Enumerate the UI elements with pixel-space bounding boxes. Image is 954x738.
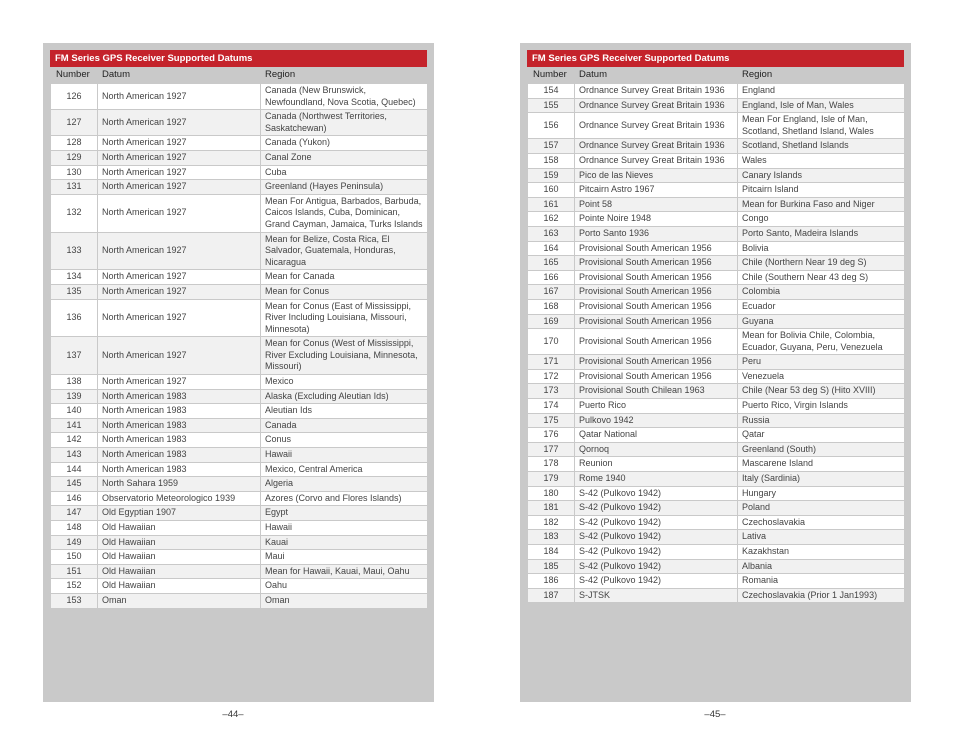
datum-number-cell: 169 (528, 314, 575, 329)
datum-table (50, 83, 428, 609)
datum-number-cell: 140 (51, 404, 98, 419)
datum-number-cell: 163 (528, 226, 575, 241)
datum-number-cell: 161 (528, 197, 575, 212)
region-cell: Oahu (261, 579, 428, 594)
region-cell: Russia (738, 413, 905, 428)
table-row (51, 535, 428, 550)
table-row (51, 389, 428, 404)
table-row (51, 194, 428, 232)
datum-number-cell: 127 (51, 110, 98, 136)
table-row (528, 270, 905, 285)
right-page-table-panel (520, 43, 911, 702)
datum-number-cell: 139 (51, 389, 98, 404)
datum-name-cell: S-42 (Pulkovo 1942) (575, 559, 738, 574)
table-row (528, 355, 905, 370)
region-cell: Qatar (738, 428, 905, 443)
table-row (51, 462, 428, 477)
table-row (528, 197, 905, 212)
header-datum: Datum (579, 69, 607, 80)
datum-name-cell: North American 1927 (98, 270, 261, 285)
table-row (528, 314, 905, 329)
table-header (527, 67, 904, 82)
table-row (51, 337, 428, 375)
datum-name-cell: Old Hawaiian (98, 535, 261, 550)
datum-name-cell: Provisional South American 1956 (575, 329, 738, 355)
datum-name-cell: Ordnance Survey Great Britain 1936 (575, 153, 738, 168)
datum-number-cell: 168 (528, 299, 575, 314)
datum-number-cell: 155 (528, 98, 575, 113)
datum-name-cell: Pico de las Nieves (575, 168, 738, 183)
datum-name-cell: Ordnance Survey Great Britain 1936 (575, 98, 738, 113)
table-row (51, 433, 428, 448)
table-row (51, 150, 428, 165)
region-cell: Mean for Conus (West of Mississippi, River Excluding Louisiana, Minnesota, Missouri) (261, 337, 428, 375)
table-row (51, 270, 428, 285)
region-cell: Greenland (Hayes Peninsula) (261, 180, 428, 195)
datum-number-cell: 175 (528, 413, 575, 428)
region-cell: Mean For England, Isle of Man, Scotland, Shetland Island, Wales (738, 113, 905, 139)
table-row (528, 183, 905, 198)
datum-number-cell: 146 (51, 491, 98, 506)
datum-number-cell: 143 (51, 448, 98, 463)
datum-number-cell: 134 (51, 270, 98, 285)
table-row (528, 329, 905, 355)
header-number: Number (56, 69, 90, 80)
datum-number-cell: 145 (51, 477, 98, 492)
datum-name-cell: Provisional South American 1956 (575, 241, 738, 256)
table-row (51, 550, 428, 565)
region-cell: Congo (738, 212, 905, 227)
datum-name-cell: North American 1927 (98, 232, 261, 270)
datum-name-cell: Old Egyptian 1907 (98, 506, 261, 521)
datum-name-cell: North American 1927 (98, 84, 261, 110)
datum-number-cell: 171 (528, 355, 575, 370)
table-row (528, 98, 905, 113)
region-cell: Peru (738, 355, 905, 370)
region-cell: Colombia (738, 285, 905, 300)
datum-number-cell: 159 (528, 168, 575, 183)
region-cell: Porto Santo, Madeira Islands (738, 226, 905, 241)
table-row (528, 545, 905, 560)
region-cell: Canada (New Brunswick, Newfoundland, Nova Scotia, Quebec) (261, 84, 428, 110)
datum-name-cell: Old Hawaiian (98, 521, 261, 536)
datum-name-cell: Old Hawaiian (98, 564, 261, 579)
datum-name-cell: Provisional South Chilean 1963 (575, 384, 738, 399)
table-row (51, 375, 428, 390)
datum-name-cell: Pulkovo 1942 (575, 413, 738, 428)
datum-number-cell: 162 (528, 212, 575, 227)
datum-name-cell: S-JTSK (575, 588, 738, 603)
datum-name-cell: North American 1927 (98, 375, 261, 390)
table-row (528, 212, 905, 227)
datum-number-cell: 179 (528, 472, 575, 487)
table-row (51, 404, 428, 419)
datum-number-cell: 158 (528, 153, 575, 168)
datum-number-cell: 132 (51, 194, 98, 232)
datum-number-cell: 174 (528, 399, 575, 414)
region-cell: Mean for Belize, Costa Rica, El Salvador, Guatemala, Honduras, Nicaragua (261, 232, 428, 270)
datum-name-cell: Old Hawaiian (98, 579, 261, 594)
table-row (51, 506, 428, 521)
datum-name-cell: North Sahara 1959 (98, 477, 261, 492)
datum-number-cell: 150 (51, 550, 98, 565)
datum-number-cell: 138 (51, 375, 98, 390)
page-number: –44– (222, 709, 244, 720)
datum-number-cell: 141 (51, 418, 98, 433)
region-cell: Mean for Burkina Faso and Niger (738, 197, 905, 212)
datum-name-cell: North American 1927 (98, 136, 261, 151)
table-row (528, 226, 905, 241)
table-row (528, 153, 905, 168)
datum-name-cell: Old Hawaiian (98, 550, 261, 565)
datum-number-cell: 147 (51, 506, 98, 521)
region-cell: Chile (Southern Near 43 deg S) (738, 270, 905, 285)
datum-number-cell: 160 (528, 183, 575, 198)
datum-name-cell: North American 1983 (98, 418, 261, 433)
datum-number-cell: 151 (51, 564, 98, 579)
table-row (528, 457, 905, 472)
datum-number-cell: 165 (528, 256, 575, 271)
region-cell: Scotland, Shetland Islands (738, 139, 905, 154)
datum-number-cell: 149 (51, 535, 98, 550)
table-row (528, 139, 905, 154)
datum-name-cell: North American 1983 (98, 448, 261, 463)
table-header (50, 67, 427, 82)
region-cell: Lativa (738, 530, 905, 545)
datum-number-cell: 181 (528, 501, 575, 516)
region-cell: Czechoslavakia (Prior 1 Jan1993) (738, 588, 905, 603)
table-row (51, 448, 428, 463)
header-region: Region (742, 69, 773, 80)
region-cell: Poland (738, 501, 905, 516)
table-title: FM Series GPS Receiver Supported Datums (50, 50, 427, 67)
region-cell: Canada (Yukon) (261, 136, 428, 151)
region-cell: Mexico (261, 375, 428, 390)
region-cell: Mean for Bolivia Chile, Colombia, Ecuador, Guyana, Peru, Venezuela (738, 329, 905, 355)
region-cell: Albania (738, 559, 905, 574)
region-cell: Greenland (South) (738, 442, 905, 457)
region-cell: Canada (Northwest Territories, Saskatchewan) (261, 110, 428, 136)
table-row (528, 256, 905, 271)
datum-name-cell: S-42 (Pulkovo 1942) (575, 574, 738, 589)
region-cell: Canary Islands (738, 168, 905, 183)
table-row (51, 165, 428, 180)
table-row (51, 564, 428, 579)
datum-number-cell: 164 (528, 241, 575, 256)
datum-name-cell: S-42 (Pulkovo 1942) (575, 530, 738, 545)
table-row (528, 442, 905, 457)
datum-name-cell: Provisional South American 1956 (575, 299, 738, 314)
datum-number-cell: 176 (528, 428, 575, 443)
datum-name-cell: Provisional South American 1956 (575, 355, 738, 370)
datum-number-cell: 133 (51, 232, 98, 270)
datum-number-cell: 129 (51, 150, 98, 165)
table-row (51, 418, 428, 433)
region-cell: Romania (738, 574, 905, 589)
datum-name-cell: North American 1927 (98, 284, 261, 299)
datum-number-cell: 183 (528, 530, 575, 545)
datum-name-cell: Provisional South American 1956 (575, 256, 738, 271)
header-datum: Datum (102, 69, 130, 80)
table-row (51, 180, 428, 195)
region-cell: Azores (Corvo and Flores Islands) (261, 491, 428, 506)
datum-number-cell: 186 (528, 574, 575, 589)
region-cell: England, Isle of Man, Wales (738, 98, 905, 113)
region-cell: Mean for Conus (East of Mississippi, River Including Louisiana, Missouri, Minnesota) (261, 299, 428, 337)
datum-number-cell: 131 (51, 180, 98, 195)
table-row (528, 84, 905, 99)
region-cell: Puerto Rico, Virgin Islands (738, 399, 905, 414)
table-title: FM Series GPS Receiver Supported Datums (527, 50, 904, 67)
datum-number-cell: 167 (528, 285, 575, 300)
datum-name-cell: Porto Santo 1936 (575, 226, 738, 241)
datum-number-cell: 166 (528, 270, 575, 285)
datum-name-cell: North American 1927 (98, 150, 261, 165)
region-cell: Egypt (261, 506, 428, 521)
region-cell: Wales (738, 153, 905, 168)
datum-number-cell: 184 (528, 545, 575, 560)
region-cell: Mascarene Island (738, 457, 905, 472)
datum-name-cell: Provisional South American 1956 (575, 369, 738, 384)
datum-number-cell: 130 (51, 165, 98, 180)
table-row (528, 501, 905, 516)
region-cell: Cuba (261, 165, 428, 180)
header-number: Number (533, 69, 567, 80)
datum-name-cell: Qatar National (575, 428, 738, 443)
region-cell: Conus (261, 433, 428, 448)
header-region: Region (265, 69, 296, 80)
table-row (51, 593, 428, 608)
region-cell: Hawaii (261, 521, 428, 536)
region-cell: Canal Zone (261, 150, 428, 165)
datum-table (527, 83, 905, 603)
datum-name-cell: Rome 1940 (575, 472, 738, 487)
table-row (528, 588, 905, 603)
datum-number-cell: 182 (528, 515, 575, 530)
datum-number-cell: 173 (528, 384, 575, 399)
datum-number-cell: 135 (51, 284, 98, 299)
table-row (528, 241, 905, 256)
datum-number-cell: 128 (51, 136, 98, 151)
region-cell: Mexico, Central America (261, 462, 428, 477)
datum-name-cell: North American 1927 (98, 337, 261, 375)
datum-name-cell: North American 1927 (98, 299, 261, 337)
table-row (528, 384, 905, 399)
region-cell: Czechoslavakia (738, 515, 905, 530)
region-cell: Maui (261, 550, 428, 565)
datum-name-cell: North American 1927 (98, 165, 261, 180)
table-row (528, 168, 905, 183)
region-cell: Chile (Near 53 deg S) (Hito XVIII) (738, 384, 905, 399)
datum-name-cell: S-42 (Pulkovo 1942) (575, 501, 738, 516)
datum-number-cell: 153 (51, 593, 98, 608)
datum-number-cell: 152 (51, 579, 98, 594)
region-cell: Bolivia (738, 241, 905, 256)
datum-name-cell: North American 1983 (98, 462, 261, 477)
datum-name-cell: North American 1983 (98, 433, 261, 448)
datum-name-cell: Pointe Noire 1948 (575, 212, 738, 227)
datum-number-cell: 126 (51, 84, 98, 110)
region-cell: Canada (261, 418, 428, 433)
table-row (51, 136, 428, 151)
datum-number-cell: 157 (528, 139, 575, 154)
datum-number-cell: 154 (528, 84, 575, 99)
datum-number-cell: 178 (528, 457, 575, 472)
datum-name-cell: Point 58 (575, 197, 738, 212)
table-row (528, 486, 905, 501)
region-cell: Hungary (738, 486, 905, 501)
region-cell: Aleutian Ids (261, 404, 428, 419)
table-row (528, 285, 905, 300)
datum-number-cell: 172 (528, 369, 575, 384)
region-cell: Mean For Antigua, Barbados, Barbuda, Caicos Islands, Cuba, Dominican, Grand Cayman, Jamaica, Turks Islands (261, 194, 428, 232)
datum-name-cell: Observatorio Meteorologico 1939 (98, 491, 261, 506)
table-row (528, 413, 905, 428)
datum-name-cell: Ordnance Survey Great Britain 1936 (575, 84, 738, 99)
page-number: –45– (704, 709, 726, 720)
datum-name-cell: Reunion (575, 457, 738, 472)
region-cell: Italy (Sardinia) (738, 472, 905, 487)
region-cell: Kauai (261, 535, 428, 550)
datum-name-cell: Pitcairn Astro 1967 (575, 183, 738, 198)
table-row (51, 477, 428, 492)
datum-number-cell: 137 (51, 337, 98, 375)
table-row (528, 399, 905, 414)
table-row (51, 299, 428, 337)
table-row (51, 521, 428, 536)
datum-name-cell: North American 1927 (98, 180, 261, 195)
table-row (51, 491, 428, 506)
region-cell: Ecuador (738, 299, 905, 314)
datum-number-cell: 156 (528, 113, 575, 139)
table-row (528, 559, 905, 574)
datum-name-cell: Ordnance Survey Great Britain 1936 (575, 113, 738, 139)
region-cell: Alaska (Excluding Aleutian Ids) (261, 389, 428, 404)
datum-name-cell: Ordnance Survey Great Britain 1936 (575, 139, 738, 154)
table-row (528, 515, 905, 530)
region-cell: Pitcairn Island (738, 183, 905, 198)
datum-number-cell: 185 (528, 559, 575, 574)
region-cell: Mean for Canada (261, 270, 428, 285)
datum-name-cell: Provisional South American 1956 (575, 285, 738, 300)
table-row (528, 530, 905, 545)
region-cell: Algeria (261, 477, 428, 492)
datum-number-cell: 142 (51, 433, 98, 448)
datum-name-cell: Puerto Rico (575, 399, 738, 414)
region-cell: Guyana (738, 314, 905, 329)
table-row (51, 110, 428, 136)
datum-name-cell: S-42 (Pulkovo 1942) (575, 486, 738, 501)
datum-number-cell: 177 (528, 442, 575, 457)
left-page-table-panel (43, 43, 434, 702)
region-cell: Hawaii (261, 448, 428, 463)
table-row (51, 579, 428, 594)
table-row (528, 428, 905, 443)
region-cell: Mean for Conus (261, 284, 428, 299)
region-cell: England (738, 84, 905, 99)
table-row (51, 232, 428, 270)
datum-name-cell: North American 1983 (98, 389, 261, 404)
table-row (51, 284, 428, 299)
datum-name-cell: S-42 (Pulkovo 1942) (575, 545, 738, 560)
datum-name-cell: North American 1983 (98, 404, 261, 419)
datum-name-cell: North American 1927 (98, 110, 261, 136)
table-row (51, 84, 428, 110)
table-row (528, 574, 905, 589)
datum-name-cell: Provisional South American 1956 (575, 314, 738, 329)
table-row (528, 472, 905, 487)
region-cell: Kazakhstan (738, 545, 905, 560)
table-row (528, 299, 905, 314)
datum-number-cell: 144 (51, 462, 98, 477)
datum-name-cell: Provisional South American 1956 (575, 270, 738, 285)
datum-name-cell: Oman (98, 593, 261, 608)
region-cell: Mean for Hawaii, Kauai, Maui, Oahu (261, 564, 428, 579)
datum-name-cell: Qornoq (575, 442, 738, 457)
region-cell: Oman (261, 593, 428, 608)
datum-number-cell: 180 (528, 486, 575, 501)
datum-number-cell: 187 (528, 588, 575, 603)
datum-name-cell: S-42 (Pulkovo 1942) (575, 515, 738, 530)
datum-number-cell: 136 (51, 299, 98, 337)
region-cell: Chile (Northern Near 19 deg S) (738, 256, 905, 271)
datum-number-cell: 148 (51, 521, 98, 536)
table-row (528, 113, 905, 139)
table-row (528, 369, 905, 384)
region-cell: Venezuela (738, 369, 905, 384)
datum-number-cell: 170 (528, 329, 575, 355)
datum-name-cell: North American 1927 (98, 194, 261, 232)
